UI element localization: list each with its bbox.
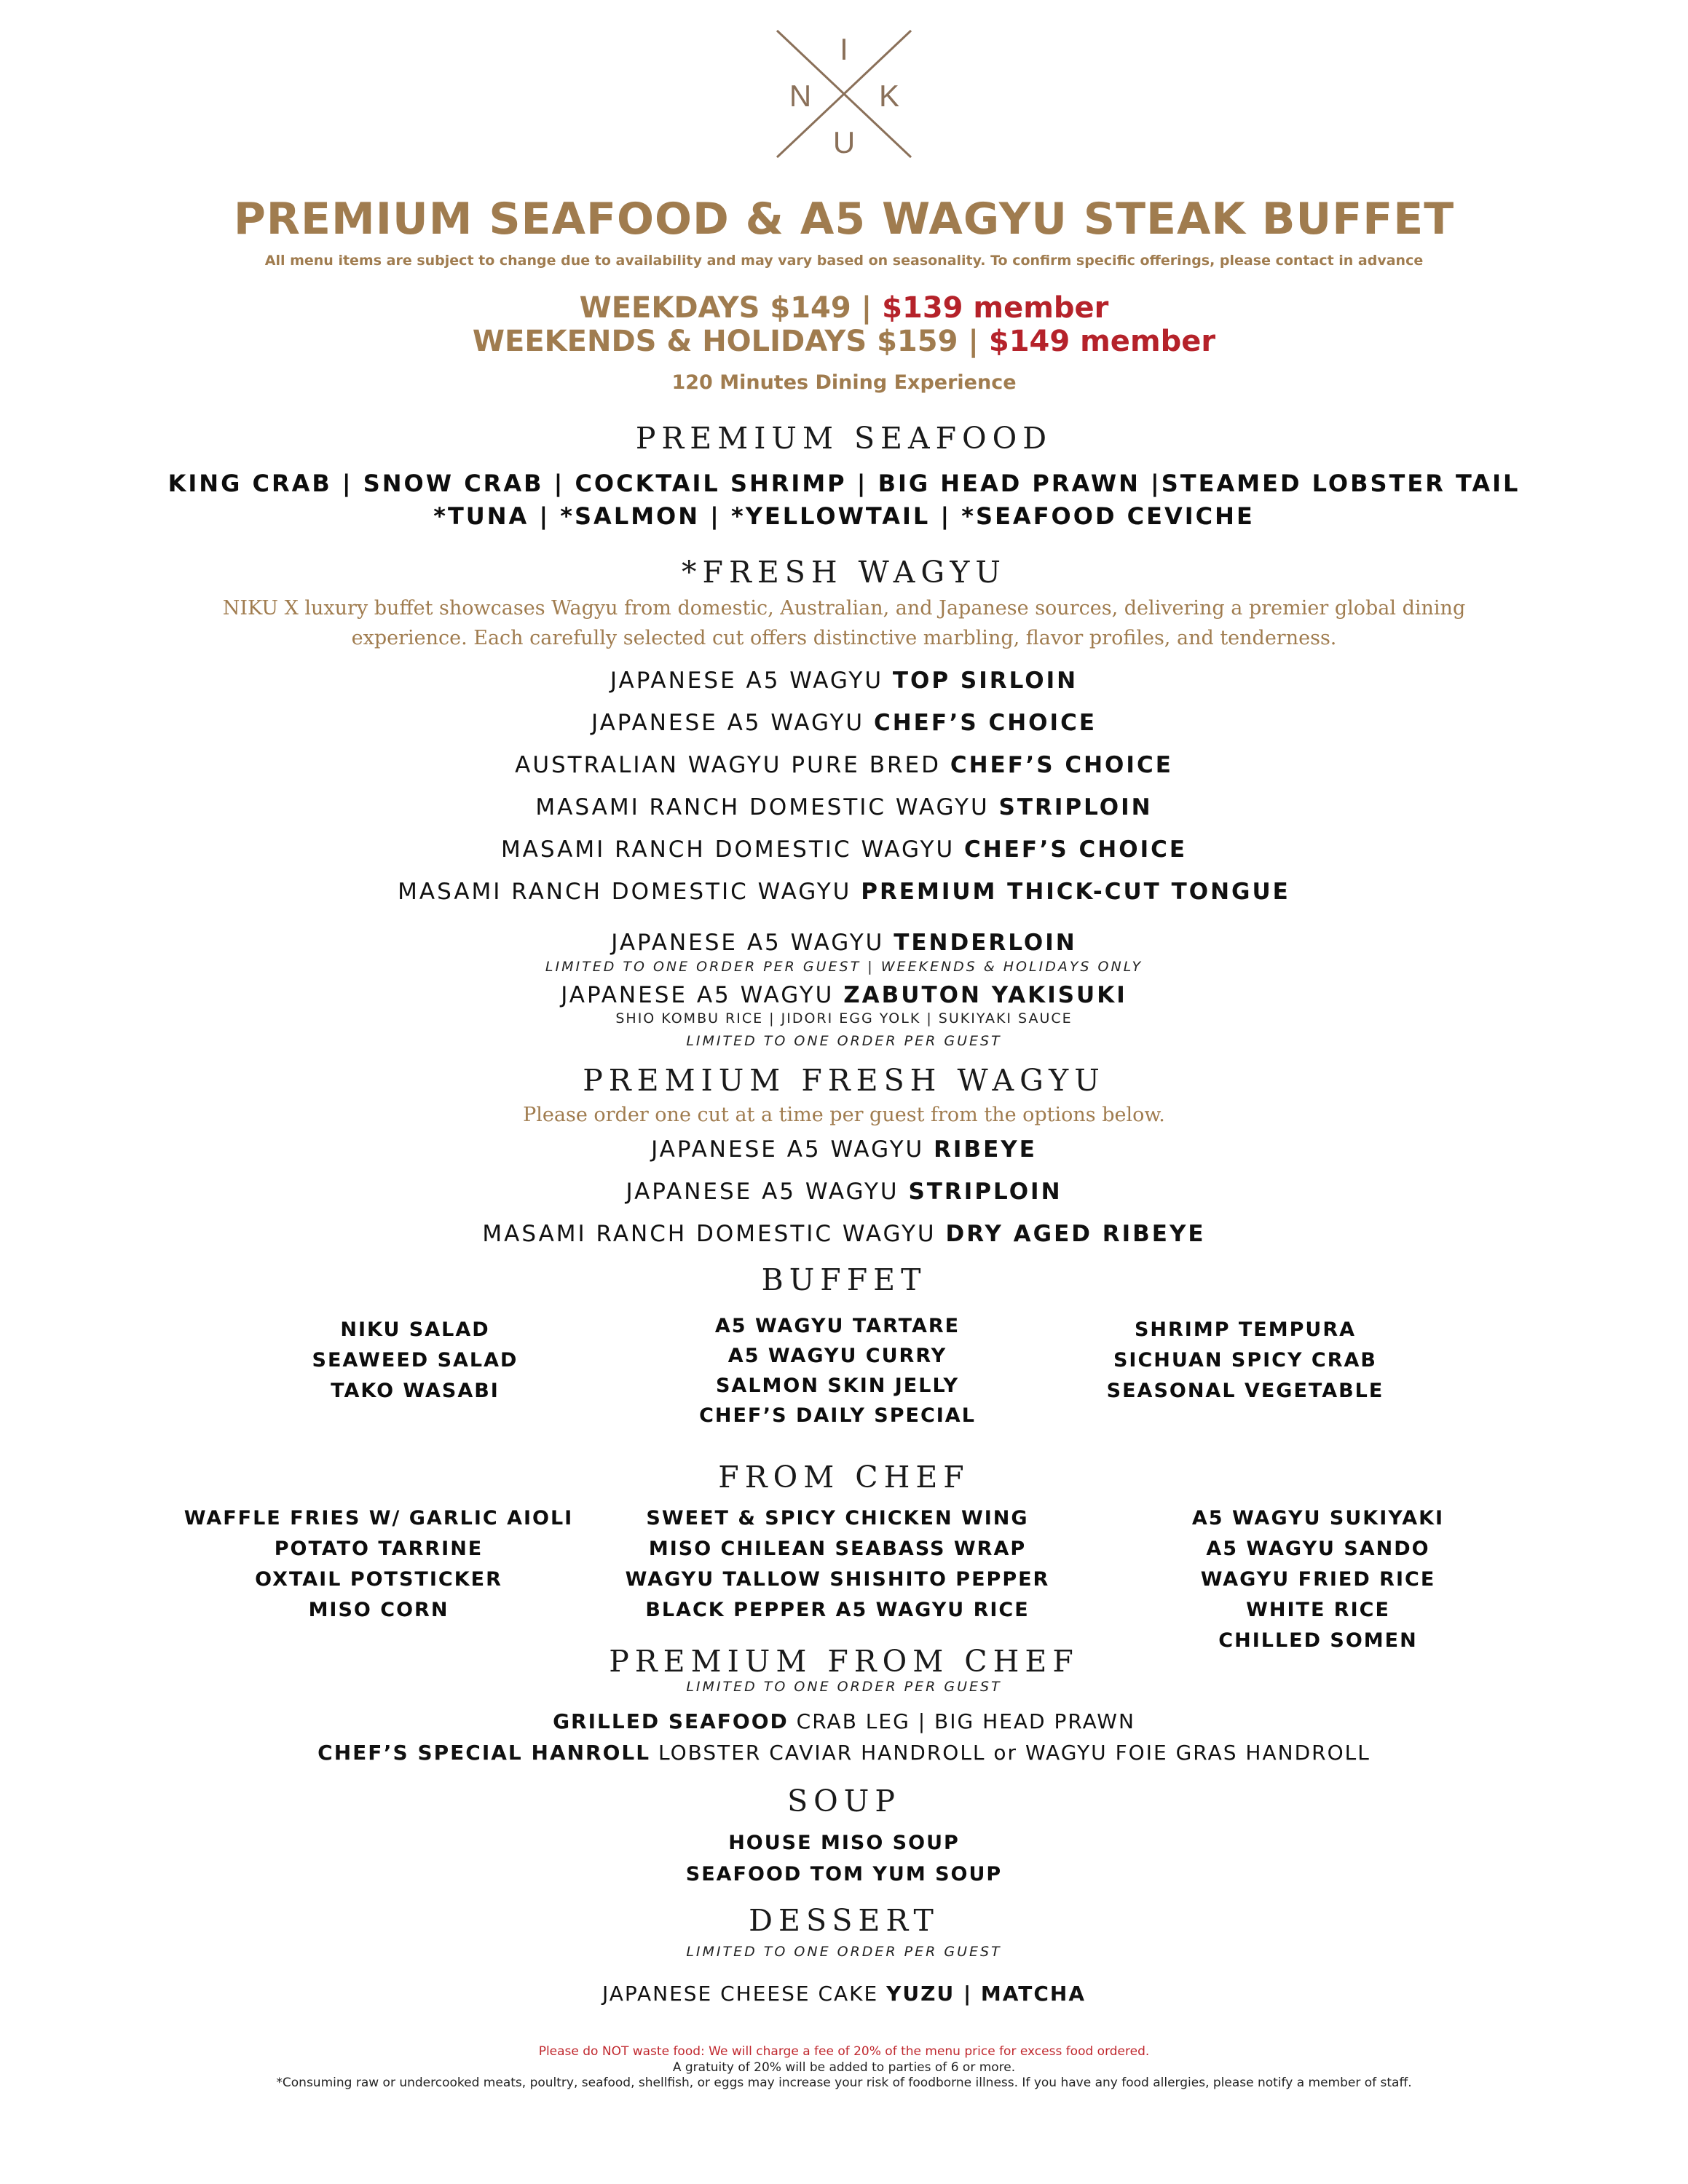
wagyu-cut: CHEF’S CHOICE	[964, 836, 1188, 863]
wagyu-cut: CHEF’S CHOICE	[950, 752, 1173, 778]
weekend-member-price: $149 member	[988, 325, 1216, 358]
zabuton-sides: SHIO KOMBU RICE | JIDORI EGG YOLK | SUKIYAKI SAUCE	[615, 1010, 1073, 1026]
grilled-seafood-label: GRILLED SEAFOOD	[553, 1709, 789, 1733]
wagyu-origin: MASAMI RANCH DOMESTIC WAGYU	[535, 794, 999, 820]
weekend-price	[0, 325, 1688, 358]
wagyu-zabuton	[0, 982, 1688, 1008]
premium-wagyu-instruction: Please order one cut at a time per guest from the options below.	[523, 1104, 1165, 1126]
section-fresh-wagyu: *FRESH WAGYU	[682, 555, 1006, 590]
page-title: PREMIUM SEAFOOD & A5 WAGYU STEAK BUFFET	[233, 194, 1455, 245]
wagyu-origin: JAPANESE A5 WAGYU	[626, 1179, 909, 1205]
from-chef-column-2	[612, 1503, 1063, 1626]
handroll-line	[0, 1741, 1688, 1765]
buffet-item: A5 WAGYU TARTARE	[714, 1315, 961, 1337]
niku-x-logo	[771, 28, 917, 160]
weekday-price	[0, 291, 1688, 325]
premium-wagyu-item	[0, 1136, 1688, 1163]
buffet-column-1	[248, 1315, 583, 1406]
chef-item: WAFFLE FRIES W/ GARLIC AIOLI	[184, 1507, 574, 1530]
chef-item: POTATO TARRINE	[274, 1538, 484, 1560]
wagyu-origin: MASAMI RANCH DOMESTIC WAGYU	[500, 836, 965, 863]
buffet-item: SEASONAL VEGETABLE	[1106, 1380, 1384, 1402]
wagyu-origin: JAPANESE A5 WAGYU	[610, 668, 893, 694]
buffet-column-3	[1070, 1315, 1420, 1406]
wagyu-cut: RIBEYE	[934, 1136, 1037, 1163]
chef-item: A5 WAGYU SUKIYAKI	[1191, 1507, 1445, 1530]
wagyu-cut: PREMIUM THICK-CUT TONGUE	[861, 879, 1290, 905]
chef-item: WHITE RICE	[1246, 1599, 1390, 1621]
wagyu-cut: CHEF’S CHOICE	[873, 710, 1097, 736]
tenderloin-limit-note: LIMITED TO ONE ORDER PER GUEST | WEEKENDS & HOLIDAYS ONLY	[545, 959, 1143, 975]
seafood-line-1: KING CRAB | SNOW CRAB | COCKTAIL SHRIMP | BIG HEAD PRAWN |STEAMED LOBSTER TAIL	[167, 470, 1521, 497]
weekday-price-label: WEEKDAYS $149 |	[579, 291, 883, 325]
handroll-options: LOBSTER CAVIAR HANDROLL or WAGYU FOIE GRAS HANDROLL	[650, 1741, 1370, 1765]
premium-wagyu-item	[0, 1179, 1688, 1205]
seafood-line-2: *TUNA | *SALMON | *YELLOWTAIL | *SEAFOOD CEVICHE	[433, 502, 1255, 530]
wagyu-cut: TOP SIRLOIN	[892, 668, 1078, 694]
wagyu-origin: AUSTRALIAN WAGYU PURE BRED	[515, 752, 950, 778]
zabuton-limit-note: LIMITED TO ONE ORDER PER GUEST	[686, 1033, 1002, 1049]
chef-item: OXTAIL POTSTICKER	[255, 1568, 502, 1591]
section-soup: SOUP	[787, 1784, 901, 1819]
soup-item: HOUSE MISO SOUP	[728, 1832, 960, 1854]
wagyu-origin: MASAMI RANCH DOMESTIC WAGYU	[482, 1221, 946, 1247]
weekday-member-price: $139 member	[882, 291, 1109, 325]
chef-item: SWEET & SPICY CHICKEN WING	[646, 1507, 1029, 1530]
logo-letter-n: N	[789, 79, 812, 113]
wagyu-description-1: NIKU X luxury buffet showcases Wagyu from domestic, Australian, and Japanese sources, delivering a premier global dining	[222, 597, 1466, 620]
wagyu-cut: DRY AGED RIBEYE	[945, 1221, 1206, 1247]
wagyu-origin: JAPANESE A5 WAGYU	[651, 1136, 934, 1163]
chef-item: WAGYU TALLOW SHISHITO PEPPER	[625, 1568, 1050, 1591]
wagyu-cut: STRIPLOIN	[908, 1179, 1062, 1205]
from-chef-column-1	[167, 1503, 590, 1626]
wagyu-origin: JAPANESE A5 WAGYU	[561, 982, 844, 1008]
dessert-flavors: YUZU | MATCHA	[886, 1982, 1086, 2006]
wagyu-description-2: experience. Each carefully selected cut offers distinctive marbling, flavor profiles, and tenderness.	[351, 627, 1337, 649]
grilled-seafood-line	[0, 1709, 1688, 1733]
buffet-item: SALMON SKIN JELLY	[715, 1374, 960, 1397]
food-safety-disclaimer: *Consuming raw or undercooked meats, poultry, seafood, shellfish, or eggs may increase your risk of foodborne illness. If you have any food allergies, please notify a member of staff.	[276, 2076, 1412, 2090]
availability-note: All menu items are subject to change due to availability and may vary based on seasonality. To confirm specific offerings, please contact in advance	[264, 253, 1424, 269]
wagyu-item	[0, 879, 1688, 905]
chef-item: A5 WAGYU SANDO	[1206, 1538, 1430, 1560]
dining-duration: 120 Minutes Dining Experience	[671, 371, 1017, 394]
section-premium-from-chef: PREMIUM FROM CHEF	[609, 1644, 1079, 1679]
dessert-item	[0, 1982, 1688, 2006]
chef-item: CHILLED SOMEN	[1218, 1629, 1418, 1652]
gratuity-note: A gratuity of 20% will be added to parties of 6 or more.	[672, 2060, 1016, 2075]
wagyu-cut: ZABUTON YAKISUKI	[843, 982, 1127, 1008]
wagyu-item	[0, 668, 1688, 694]
wagyu-origin: JAPANESE A5 WAGYU	[611, 930, 894, 956]
buffet-item: CHEF’S DAILY SPECIAL	[699, 1404, 976, 1427]
logo-letter-k: K	[878, 79, 900, 113]
wagyu-item	[0, 752, 1688, 778]
wagyu-item	[0, 710, 1688, 736]
premium-chef-limit-note: LIMITED TO ONE ORDER PER GUEST	[686, 1679, 1002, 1695]
wagyu-tenderloin	[0, 930, 1688, 956]
buffet-item: NIKU SALAD	[340, 1318, 490, 1341]
soup-item: SEAFOOD TOM YUM SOUP	[685, 1863, 1003, 1886]
wagyu-cut: TENDERLOIN	[894, 930, 1077, 956]
premium-wagyu-item	[0, 1221, 1688, 1247]
dessert-name: JAPANESE CHEESE CAKE	[602, 1982, 887, 2006]
section-from-chef: FROM CHEF	[718, 1460, 970, 1495]
dessert-limit-note: LIMITED TO ONE ORDER PER GUEST	[686, 1944, 1002, 1960]
wagyu-origin: JAPANESE A5 WAGYU	[591, 710, 874, 736]
wagyu-item	[0, 794, 1688, 820]
handroll-label: CHEF’S SPECIAL HANROLL	[318, 1741, 651, 1765]
section-premium-seafood: PREMIUM SEAFOOD	[635, 421, 1053, 456]
wagyu-cut: STRIPLOIN	[998, 794, 1153, 820]
grilled-seafood-options: CRAB LEG | BIG HEAD PRAWN	[788, 1709, 1135, 1733]
food-waste-warning: Please do NOT waste food: We will charge a fee of 20% of the menu price for excess food ordered.	[538, 2044, 1150, 2059]
chef-item: MISO CORN	[308, 1599, 449, 1621]
buffet-item: SICHUAN SPICY CRAB	[1113, 1349, 1378, 1372]
logo-letter-i: I	[840, 32, 848, 66]
buffet-item: A5 WAGYU CURRY	[727, 1345, 947, 1367]
chef-item: BLACK PEPPER A5 WAGYU RICE	[645, 1599, 1030, 1621]
buffet-item: SEAWEED SALAD	[312, 1349, 518, 1372]
weekend-price-label: WEEKENDS & HOLIDAYS $159 |	[472, 325, 989, 358]
section-dessert: DESSERT	[749, 1903, 939, 1938]
from-chef-column-3	[1136, 1503, 1500, 1656]
chef-item: MISO CHILEAN SEABASS WRAP	[648, 1538, 1027, 1560]
section-premium-fresh-wagyu: PREMIUM FRESH WAGYU	[583, 1063, 1105, 1098]
wagyu-item	[0, 836, 1688, 863]
chef-item: WAGYU FRIED RICE	[1200, 1568, 1436, 1591]
wagyu-origin: MASAMI RANCH DOMESTIC WAGYU	[398, 879, 861, 905]
buffet-item: SHRIMP TEMPURA	[1134, 1318, 1357, 1341]
buffet-item: TAKO WASABI	[331, 1380, 500, 1402]
section-buffet: BUFFET	[761, 1262, 927, 1297]
logo-letter-u: U	[832, 125, 856, 159]
buffet-column-2	[663, 1311, 1012, 1431]
